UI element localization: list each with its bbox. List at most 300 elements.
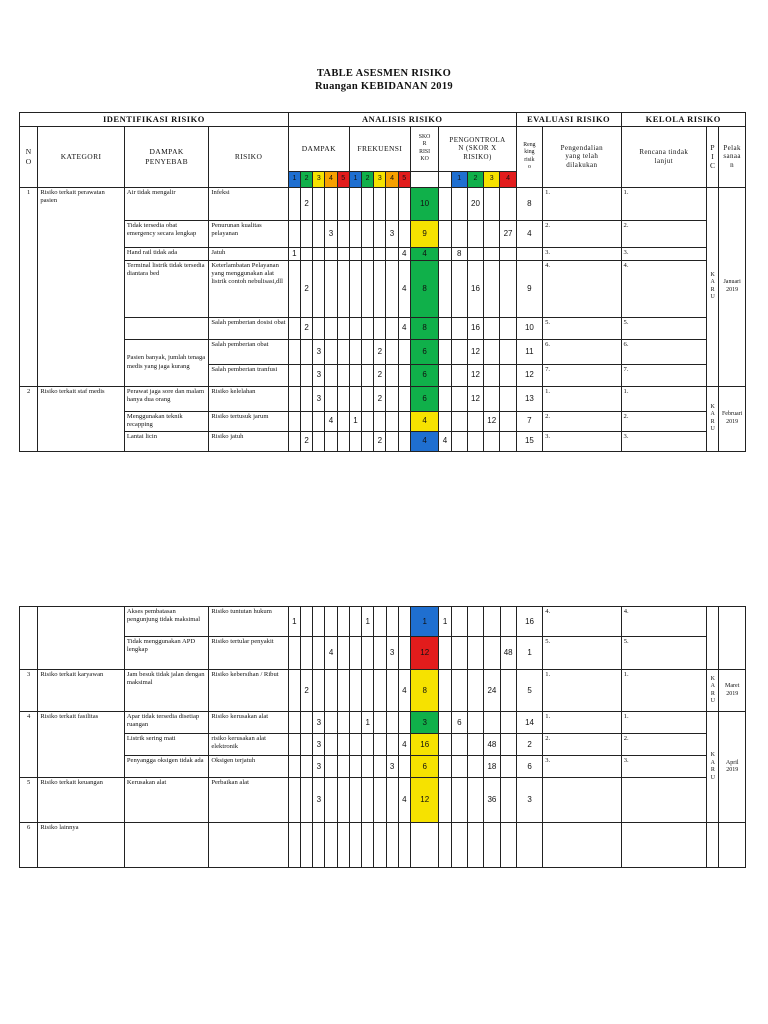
dampak-cell [313,220,325,247]
frekuensi-cell [386,607,398,637]
dampak-cell [325,187,337,220]
row-penyebab: Terminal listrik tidak tersedia diantara bed [124,260,209,317]
ranking-cell: 14 [516,712,542,734]
header-kelola: KELOLA RISIKO [621,113,745,127]
pengontrolan-cell [439,260,451,317]
dampak-cell: 2 [301,187,313,220]
dampak-cell [301,247,313,260]
table-row [20,220,746,247]
dampak-cell [288,823,300,868]
pic-cell [707,712,719,823]
pic-cell [707,187,719,386]
pengontrolan-cell [439,778,451,823]
header-pic: P I C [707,126,719,187]
dampak-cell [288,411,300,431]
dampak-cell [288,712,300,734]
frekuensi-cell [398,823,410,868]
scale-cell-p-2: 2 [467,171,483,187]
dampak-cell: 4 [325,637,337,670]
frekuensi-cell: 4 [398,734,410,756]
pelaksanaan-cell [719,386,746,451]
pengontrolan-cell: 18 [484,756,500,778]
ranking-cell: 5 [516,670,542,712]
ranking-cell: 11 [516,339,542,364]
rencana-cell: 1. [621,712,707,734]
pengendalian-cell: 1. [543,187,621,220]
rencana-cell: 2. [621,220,707,247]
frekuensi-cell [349,670,361,712]
dampak-cell: 3 [313,756,325,778]
dampak-cell [288,317,300,339]
frekuensi-cell [349,431,361,451]
dampak-cell [325,712,337,734]
ranking-cell [516,247,542,260]
dampak-cell [325,778,337,823]
frekuensi-cell [386,386,398,411]
frekuensi-cell: 2 [374,386,386,411]
pengontrolan-cell: 12 [484,411,500,431]
frekuensi-cell [349,637,361,670]
skor-risiko-cell: 4 [410,247,439,260]
dampak-cell [288,778,300,823]
pengendalian-cell: 1. [543,386,621,411]
header-analisis: ANALISIS RISIKO [288,113,516,127]
skor-risiko-cell: 6 [410,339,439,364]
frekuensi-cell [398,220,410,247]
dampak-cell [337,734,349,756]
pic-letter: U [710,426,715,433]
pengontrolan-cell [500,431,516,451]
row-penyebab: Lantai licin [124,431,209,451]
pengontrolan-cell [451,607,467,637]
pengontrolan-cell [451,339,467,364]
frekuensi-cell [349,317,361,339]
pengendalian-cell [543,823,621,868]
dampak-cell [337,386,349,411]
row-penyebab: Akses pembatasan pengunjung tidak maksimal [124,607,209,637]
dampak-cell: 1 [288,607,300,637]
frekuensi-cell [362,317,374,339]
frekuensi-cell: 2 [374,339,386,364]
dampak-cell [325,364,337,386]
pengontrolan-cell [451,431,467,451]
pengontrolan-cell [500,734,516,756]
pelaksanaan-cell [719,712,746,823]
dampak-cell [301,823,313,868]
frekuensi-cell [349,364,361,386]
ranking-cell: 9 [516,260,542,317]
header-identifikasi: IDENTIFIKASI RISIKO [20,113,289,127]
pengontrolan-cell [467,670,483,712]
table-row [20,386,746,411]
frekuensi-cell [374,778,386,823]
frekuensi-cell [386,260,398,317]
frekuensi-cell [386,317,398,339]
frekuensi-cell [374,607,386,637]
pengontrolan-cell [439,187,451,220]
dampak-cell [288,260,300,317]
frekuensi-cell [362,339,374,364]
frekuensi-cell [386,431,398,451]
row-penyebab [124,317,209,339]
row-no: 5 [20,778,38,823]
frekuensi-cell [374,712,386,734]
row-kategori: Risiko terkait fasilitas [38,712,125,778]
pic-cell [707,823,719,868]
table-row [20,823,746,868]
frekuensi-cell [398,364,410,386]
pengontrolan-cell [500,317,516,339]
pic-letter: K [710,752,715,758]
pengontrolan-cell [484,607,500,637]
pengendalian-cell: 7. [543,364,621,386]
pengontrolan-cell [484,823,500,868]
frekuensi-cell [374,317,386,339]
header-dampak-penyebab: DAMPAK PENYEBAB [124,126,209,187]
row-risiko: Risiko kebersihan / Ribut [209,670,288,712]
pic-letter: U [710,774,715,781]
pengontrolan-cell [439,317,451,339]
skor-risiko-cell: 12 [410,637,439,670]
pengontrolan-cell: 20 [467,187,483,220]
table-row [20,778,746,823]
row-penyebab: Kerusakan alat [124,778,209,823]
dampak-cell [288,431,300,451]
pengontrolan-cell [467,411,483,431]
skor-risiko-cell: 3 [410,712,439,734]
pengontrolan-cell: 12 [467,339,483,364]
scale-cell-p-3: 3 [484,171,500,187]
frekuensi-cell [349,260,361,317]
frekuensi-cell [349,734,361,756]
pic-letter: A [710,279,715,286]
dampak-cell: 3 [313,778,325,823]
ranking-cell: 2 [516,734,542,756]
row-risiko: Risiko jatuh [209,431,288,451]
header-frekuensi: FREKUENSI [349,126,410,171]
rencana-cell: 1. [621,187,707,220]
dampak-cell: 4 [325,411,337,431]
ranking-cell: 8 [516,187,542,220]
frekuensi-cell: 2 [374,364,386,386]
dampak-cell [337,712,349,734]
dampak-cell [301,386,313,411]
pengontrolan-cell [484,260,500,317]
scale-cell-d-4: 4 [325,171,337,187]
pengontrolan-cell [451,411,467,431]
header-pengendalian: Pengendalian yang telah dilakukan [543,126,621,187]
pengontrolan-cell [451,386,467,411]
skor-risiko-cell: 10 [410,187,439,220]
pengontrolan-cell [451,317,467,339]
frekuensi-cell [349,823,361,868]
dampak-cell [337,431,349,451]
pengontrolan-cell [439,339,451,364]
rencana-cell [621,823,707,868]
skor-risiko-cell [410,823,439,868]
pengontrolan-cell: 8 [451,247,467,260]
pengontrolan-cell [500,386,516,411]
document-subtitle: Ruangan KEBIDANAN 2019 [315,81,453,92]
table-row [20,712,746,734]
dampak-cell [301,607,313,637]
dampak-cell [337,317,349,339]
pic-cell [707,386,719,451]
pengendalian-cell: 4. [543,260,621,317]
rencana-cell: 4. [621,607,707,637]
pic-letter: R [710,418,715,425]
frekuensi-cell: 1 [362,712,374,734]
rencana-cell [621,778,707,823]
row-penyebab: Hand rail tidak ada [124,247,209,260]
dampak-cell [337,260,349,317]
pelaksanaan-date: April 2019 [725,759,739,773]
pengendalian-cell: 2. [543,220,621,247]
rencana-cell: 1. [621,670,707,712]
row-risiko: Keterlambatan Pelayanan yang menggunakan alat listrik contoh nebulisasi,dll [209,260,288,317]
pengontrolan-cell [500,823,516,868]
frekuensi-cell [362,670,374,712]
pengontrolan-cell: 27 [500,220,516,247]
pengontrolan-cell [451,260,467,317]
rencana-cell: 3. [621,756,707,778]
pengontrolan-cell [439,411,451,431]
dampak-cell [337,670,349,712]
row-risiko: Risiko tuntutan hukum [209,607,288,637]
pengontrolan-cell [451,670,467,712]
pengontrolan-cell: 48 [484,734,500,756]
pengontrolan-cell [484,431,500,451]
frekuensi-cell [349,339,361,364]
dampak-cell [301,734,313,756]
frekuensi-cell: 4 [398,778,410,823]
table-row [20,670,746,712]
dampak-cell [313,637,325,670]
pengontrolan-cell: 1 [439,607,451,637]
dampak-cell [325,607,337,637]
frekuensi-cell: 4 [398,670,410,712]
pelaksanaan-date: Januari 2019 [723,279,741,293]
dampak-cell [313,247,325,260]
row-risiko: Penurunan kualitas pelayanan [209,220,288,247]
skor-risiko-cell: 8 [410,260,439,317]
rencana-cell: 1. [621,386,707,411]
pic-letter: A [710,759,715,766]
dampak-cell: 3 [325,220,337,247]
row-risiko: Salah pemberian obat [209,339,288,364]
rencana-cell: 5. [621,637,707,670]
ranking-cell: 7 [516,411,542,431]
dampak-cell: 2 [301,317,313,339]
scale-cell-skor [410,171,439,187]
frekuensi-cell: 4 [398,317,410,339]
ranking-cell: 4 [516,220,542,247]
dampak-cell [301,364,313,386]
pengontrolan-cell [451,220,467,247]
dampak-cell [337,607,349,637]
pengendalian-cell: 5. [543,317,621,339]
dampak-cell [301,637,313,670]
risk-table-page2 [19,606,746,868]
rencana-cell: 2. [621,411,707,431]
frekuensi-cell [362,411,374,431]
row-penyebab [124,823,209,868]
dampak-cell: 3 [313,734,325,756]
pengontrolan-cell [467,637,483,670]
header-kategori: KATEGORI [38,126,125,187]
dampak-cell [301,778,313,823]
frekuensi-cell [398,637,410,670]
pengontrolan-cell: 36 [484,778,500,823]
pengendalian-cell: 1. [543,670,621,712]
pengendalian-cell: 3. [543,247,621,260]
dampak-cell: 3 [313,712,325,734]
document-title: TABLE ASESMEN RISIKO [316,68,452,79]
pengontrolan-cell: 6 [451,712,467,734]
frekuensi-cell [386,734,398,756]
dampak-cell [288,670,300,712]
frekuensi-cell [398,411,410,431]
pengontrolan-cell [484,364,500,386]
row-risiko: Risiko kelelahan [209,386,288,411]
ranking-cell: 15 [516,431,542,451]
row-kategori: Risiko terkait staf medis [38,386,125,451]
pengontrolan-cell: 4 [439,431,451,451]
frekuensi-cell [386,712,398,734]
frekuensi-cell [374,220,386,247]
ranking-cell: 1 [516,637,542,670]
pengontrolan-cell [467,607,483,637]
pengontrolan-cell [439,386,451,411]
table-row [20,247,746,260]
dampak-cell [313,823,325,868]
dampak-cell [337,339,349,364]
dampak-cell [288,187,300,220]
pengontrolan-cell [439,670,451,712]
pengontrolan-cell [467,247,483,260]
ranking-cell [516,823,542,868]
pengontrolan-cell [467,431,483,451]
pengendalian-cell: 4. [543,607,621,637]
ranking-cell: 6 [516,756,542,778]
frekuensi-cell [398,712,410,734]
pengontrolan-cell: 48 [500,637,516,670]
pengontrolan-cell [500,607,516,637]
scale-cell-p-blank [439,171,451,187]
frekuensi-cell [374,411,386,431]
row-no: 2 [20,386,38,451]
frekuensi-cell [362,823,374,868]
table-row [20,756,746,778]
frekuensi-cell: 1 [362,607,374,637]
risk-table-page1 [19,112,746,452]
dampak-cell [301,756,313,778]
frekuensi-cell [374,637,386,670]
pengontrolan-cell [467,778,483,823]
frekuensi-cell [386,339,398,364]
pengontrolan-cell [439,756,451,778]
dampak-cell [337,778,349,823]
frekuensi-cell [362,734,374,756]
header-rencana: Rencana tindak lanjut [621,126,707,187]
scale-cell-f-1: 1 [349,171,361,187]
rencana-cell: 2. [621,734,707,756]
pengontrolan-cell [500,670,516,712]
pengontrolan-cell [500,364,516,386]
pengontrolan-cell: 12 [467,386,483,411]
scale-cell-f-4: 4 [386,171,398,187]
pengontrolan-cell [500,411,516,431]
dampak-cell [288,756,300,778]
table-row [20,411,746,431]
frekuensi-cell: 1 [349,411,361,431]
rencana-cell: 7. [621,364,707,386]
dampak-cell [337,220,349,247]
row-risiko: Infeksi [209,187,288,220]
table-row [20,734,746,756]
dampak-cell [301,220,313,247]
frekuensi-cell: 4 [398,247,410,260]
pic-letter: R [710,690,715,697]
pengontrolan-cell [451,756,467,778]
pengontrolan-cell [467,756,483,778]
frekuensi-cell [374,247,386,260]
dampak-cell: 2 [301,431,313,451]
frekuensi-cell [349,247,361,260]
dampak-cell [325,823,337,868]
skor-risiko-cell: 16 [410,734,439,756]
skor-risiko-cell: 9 [410,220,439,247]
pengontrolan-cell [484,187,500,220]
dampak-cell [325,386,337,411]
scale-cell-f-5: 5 [398,171,410,187]
frekuensi-cell: 3 [386,637,398,670]
pengontrolan-cell [500,247,516,260]
dampak-cell [337,364,349,386]
pengontrolan-cell [500,712,516,734]
pic-letter: R [710,767,715,773]
dampak-cell: 3 [313,364,325,386]
frekuensi-cell [349,756,361,778]
row-penyebab: Listrik sering mati [124,734,209,756]
skor-risiko-cell: 8 [410,670,439,712]
pic-letter: A [710,411,715,418]
row-no: 3 [20,670,38,712]
dampak-cell [325,670,337,712]
frekuensi-cell [362,260,374,317]
header-skor-risiko: SKO R RISI KO [410,126,439,171]
row-penyebab: Perawat jaga sore dan malam hanya dua orang [124,386,209,411]
ranking-cell: 13 [516,386,542,411]
dampak-cell: 2 [301,260,313,317]
pengontrolan-cell [451,823,467,868]
pic-letter: K [710,675,715,682]
frekuensi-cell [386,670,398,712]
frekuensi-cell [386,247,398,260]
skor-risiko-cell: 4 [410,431,439,451]
row-kategori: Risiko terkait keuangan [38,778,125,823]
pengendalian-cell: 2. [543,411,621,431]
pengontrolan-cell [484,247,500,260]
skor-risiko-cell: 1 [410,607,439,637]
pengontrolan-cell: 12 [467,364,483,386]
pengontrolan-cell: 16 [467,260,483,317]
frekuensi-cell [349,712,361,734]
frekuensi-cell: 4 [398,260,410,317]
row-penyebab: Pasien banyak, jumlah tenaga medis yang jaga kurang [124,339,209,386]
frekuensi-cell [374,756,386,778]
frekuensi-cell [398,756,410,778]
